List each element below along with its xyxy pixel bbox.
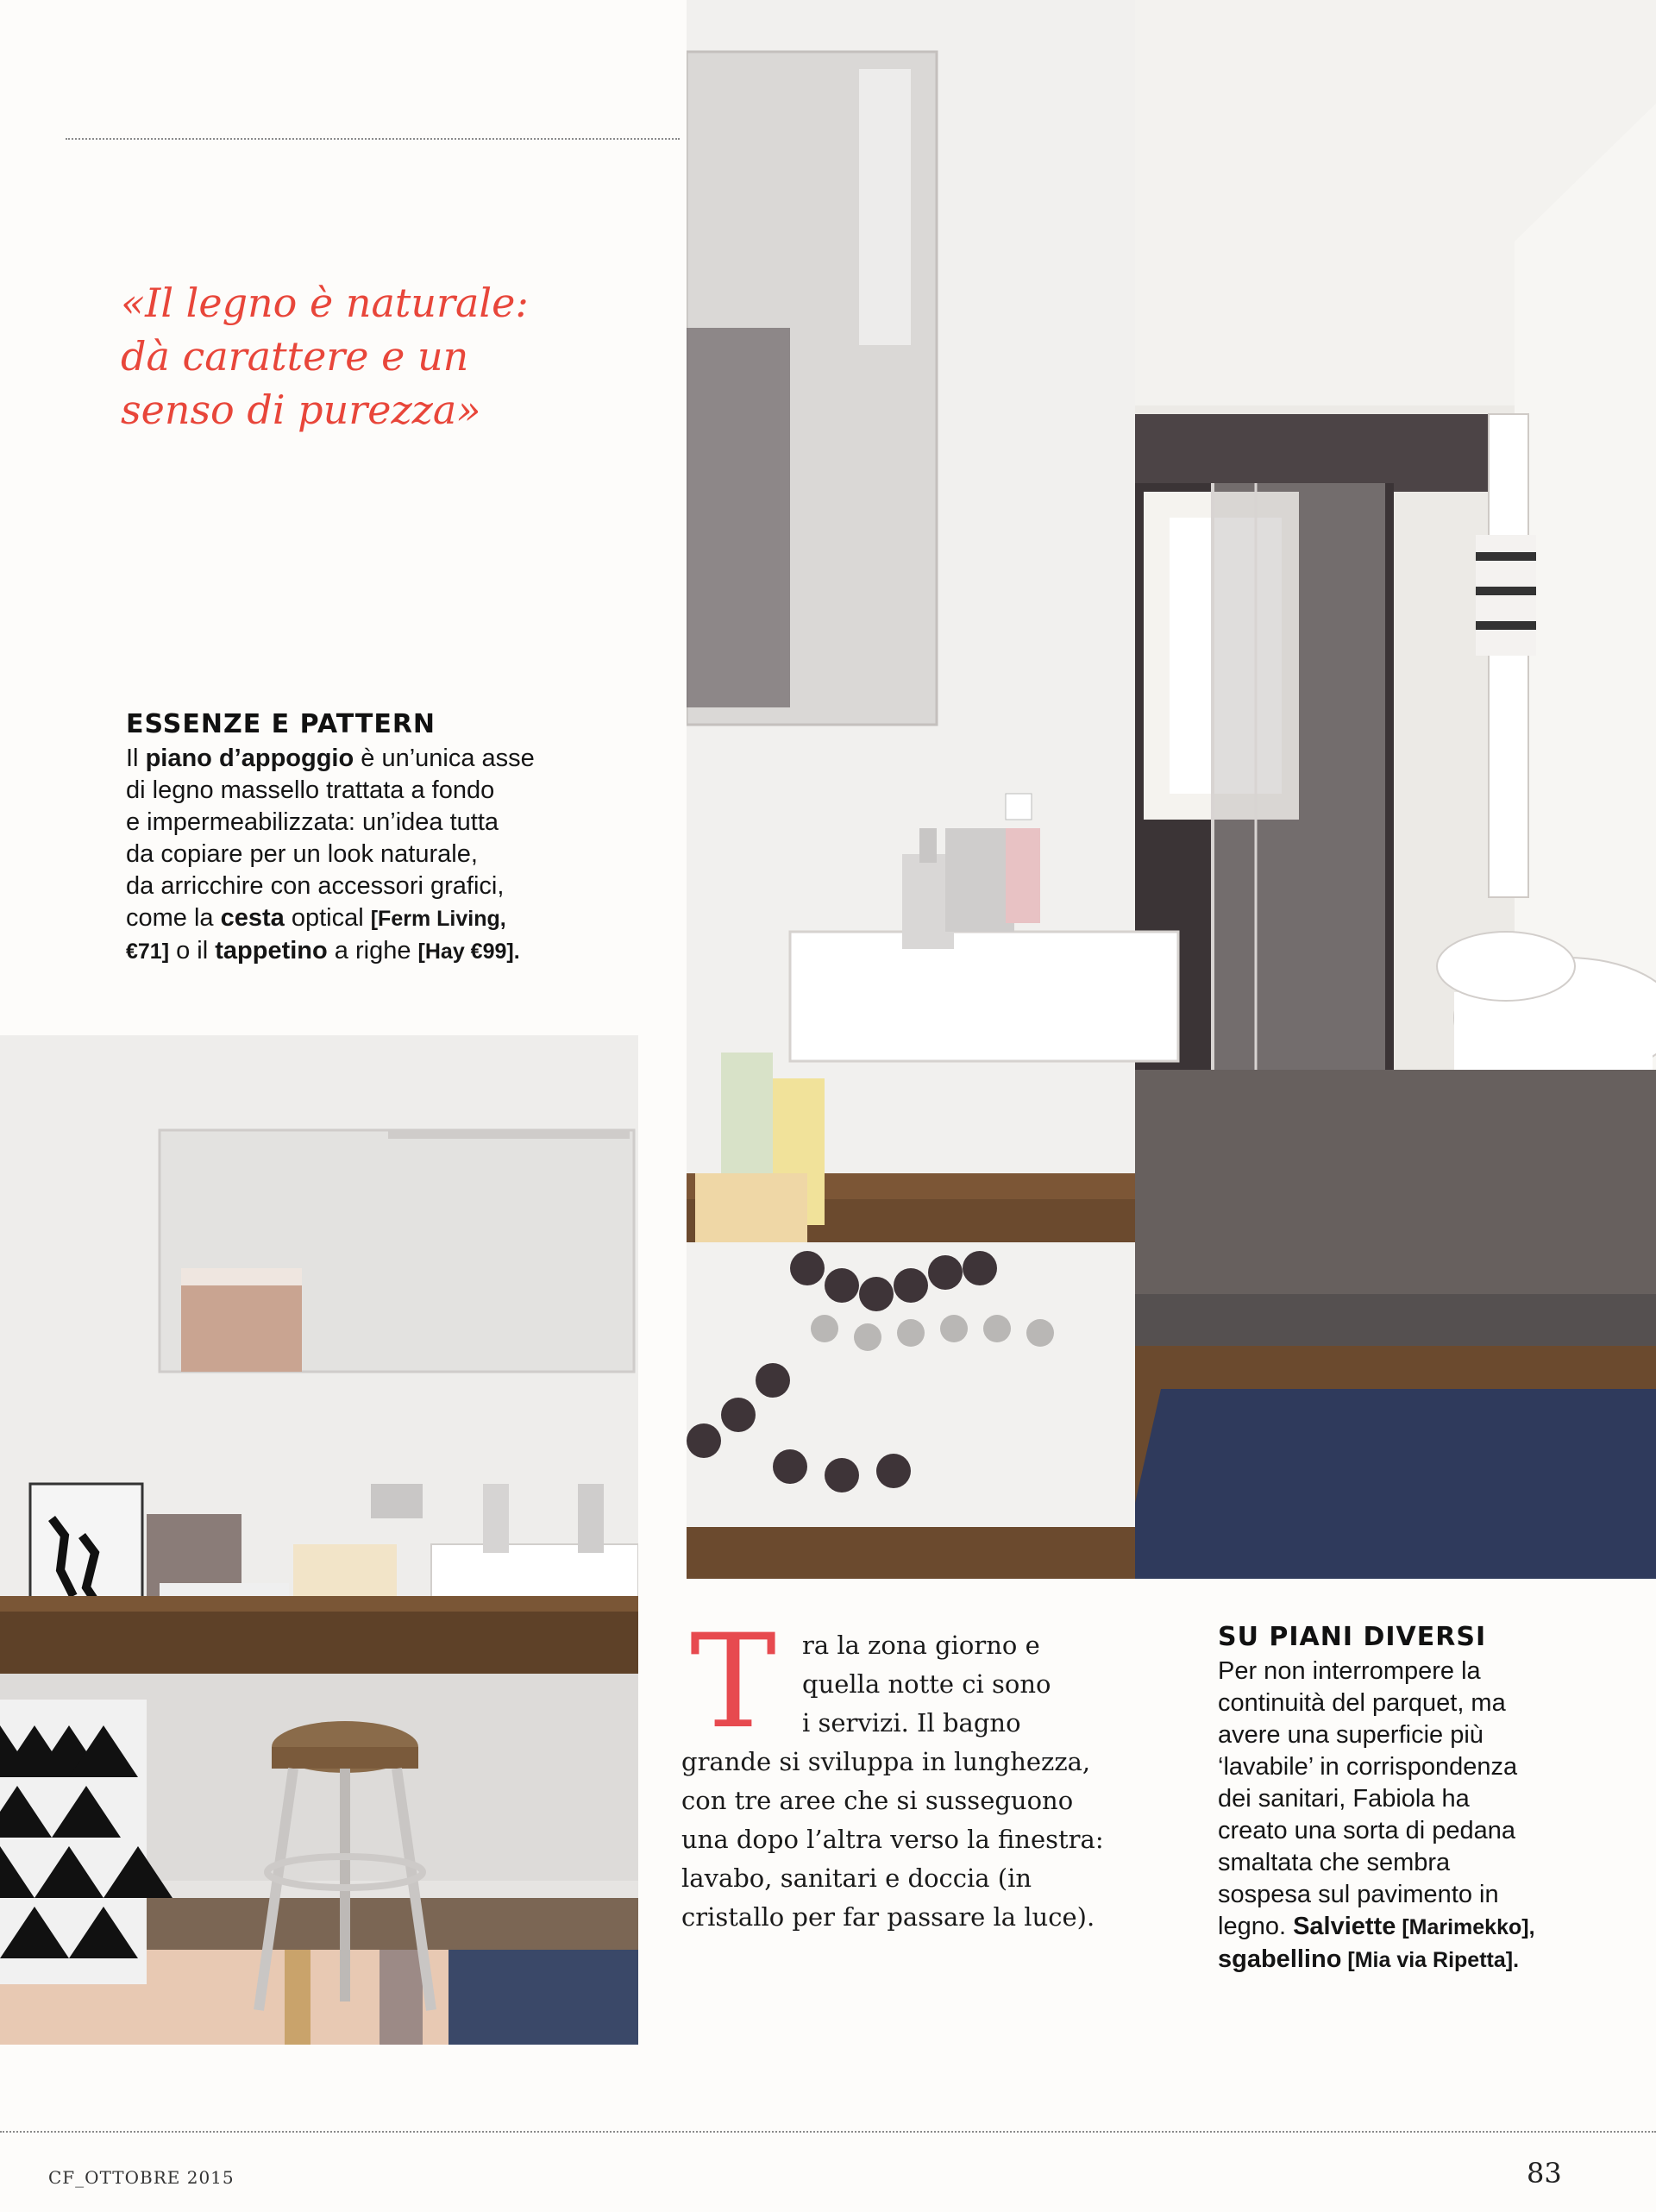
text: ‘lavabile’ in corrispondenza	[1218, 1753, 1518, 1781]
text: smaltata che sembra	[1218, 1849, 1451, 1876]
body-line: ra la zona giorno e	[802, 1631, 1040, 1660]
bathroom-photo-stool	[0, 1035, 638, 2045]
brand-credit: [Hay €99].	[417, 939, 520, 964]
body-line: una dopo l’altra verso la finestra:	[681, 1825, 1104, 1854]
body-line: lavabo, sanitari e doccia (in	[681, 1863, 1032, 1893]
text: avere una superficie più	[1218, 1721, 1484, 1749]
bottom-dotted-rule	[0, 2131, 1656, 2133]
piani-caption	[1218, 1622, 1597, 1976]
quote-line: «Il legno è naturale:	[121, 280, 529, 326]
text: è un’unica asse	[354, 745, 535, 772]
text-bold: sgabellino	[1218, 1945, 1342, 1973]
top-dotted-rule	[66, 138, 680, 140]
text: e impermeabilizzata: un’idea tutta	[126, 808, 499, 836]
text: creato una sorta di pedana	[1218, 1817, 1516, 1844]
text-bold: cesta	[220, 904, 285, 932]
text: optical	[284, 904, 371, 932]
text: da arricchire con accessori grafici,	[126, 872, 505, 900]
quote-line: senso di purezza»	[121, 386, 481, 433]
text: dei sanitari, Fabiola ha	[1218, 1785, 1470, 1813]
brand-credit: [Mia via Ripetta].	[1341, 1948, 1520, 1972]
text: di legno massello trattata a fondo	[126, 776, 495, 804]
brand-credit: [Ferm Living,	[370, 907, 506, 931]
text: Il	[126, 745, 146, 772]
body-text	[681, 1607, 1130, 1937]
issue-label: CF_OTTOBRE 2015	[48, 2167, 235, 2188]
price-credit: €71]	[126, 939, 170, 964]
text: da copiare per un look naturale,	[126, 840, 478, 868]
quote-line: dà carattere e un	[121, 333, 469, 380]
piani-heading: SU PIANI DIVERSI	[1218, 1622, 1487, 1652]
essenze-body	[126, 743, 574, 968]
page-number: 83	[1527, 2157, 1562, 2190]
text: sospesa sul pavimento in	[1218, 1881, 1499, 1908]
essenze-heading: ESSENZE E PATTERN	[126, 709, 436, 739]
pull-quote	[121, 276, 604, 437]
text-bold: Salviette	[1293, 1913, 1396, 1940]
body-line: cristallo per far passare la luce).	[681, 1902, 1095, 1932]
bathroom-photo-main	[687, 0, 1656, 1579]
body-line: con tre aree che si susseguono	[681, 1786, 1074, 1815]
piani-body	[1218, 1656, 1597, 1976]
drop-cap: T	[689, 1607, 777, 1757]
text-bold: tappetino	[215, 937, 328, 965]
brand-credit: [Marimekko],	[1396, 1915, 1535, 1939]
text: come la	[126, 904, 221, 932]
body-line: i servizi. Il bagno	[802, 1708, 1021, 1738]
essenze-caption	[126, 709, 574, 968]
text: continuità del parquet, ma	[1218, 1689, 1506, 1717]
text: legno.	[1218, 1913, 1294, 1940]
text-bold: piano d’appoggio	[145, 745, 354, 772]
text: Per non interrompere la	[1218, 1657, 1481, 1685]
text: a righe	[327, 937, 418, 965]
body-line: grande si sviluppa in lunghezza,	[681, 1747, 1091, 1776]
body-line: quella notte ci sono	[802, 1669, 1051, 1699]
text: o il	[169, 937, 216, 965]
